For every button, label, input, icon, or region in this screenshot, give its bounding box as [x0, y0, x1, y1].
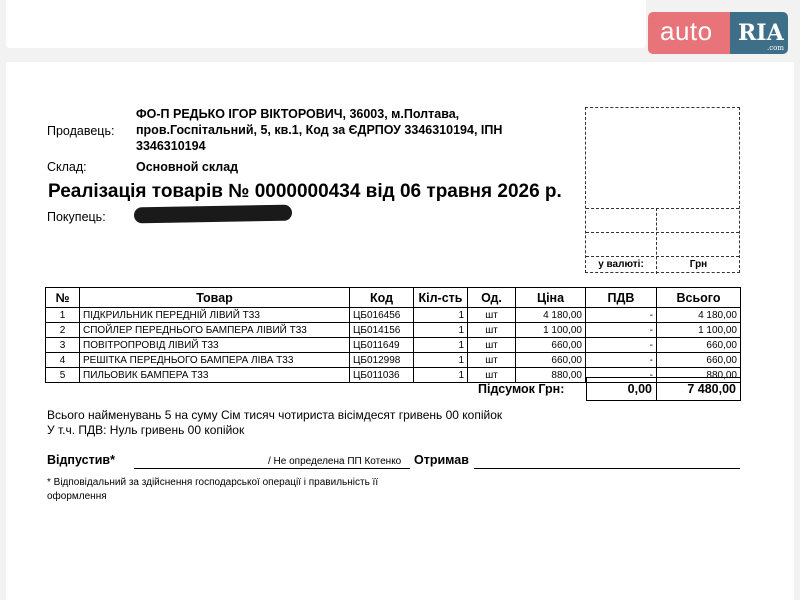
table-header-row	[46, 288, 741, 308]
cell-qty: 1	[414, 353, 468, 368]
table-row	[46, 308, 741, 323]
sum-in-words: Всього найменувань 5 на суму Сім тисяч чотириста вісімдесят гривень 00 копійок	[47, 408, 503, 422]
header-qty: Кіл-сть	[414, 288, 468, 308]
cell-total: 1 100,00	[657, 323, 741, 338]
cell-qty: 1	[414, 338, 468, 353]
cell-vat: -	[586, 353, 657, 368]
cell-qty: 1	[414, 308, 468, 323]
currency-value: Грн	[689, 259, 708, 270]
table-row	[46, 338, 741, 353]
subtotal-vat: 0,00	[587, 378, 657, 400]
cell-price: 1 100,00	[516, 323, 586, 338]
cell-code: ЦБ016456	[350, 308, 414, 323]
autoria-logo[interactable]	[648, 12, 788, 54]
invoice-document	[6, 62, 794, 600]
store-label: Склад:	[47, 160, 87, 174]
cell-item: ПИЛЬОВИК БАМПЕРА Т33	[80, 368, 350, 383]
cell-qty: 1	[414, 323, 468, 338]
cell-total: 4 180,00	[657, 308, 741, 323]
header-vat: ПДВ	[586, 288, 657, 308]
header-item: Товар	[80, 288, 350, 308]
items-table	[45, 287, 741, 383]
cell-code: ЦБ012998	[350, 353, 414, 368]
cell-vat: -	[586, 323, 657, 338]
cell-code: ЦБ014156	[350, 323, 414, 338]
store-value: Основной склад	[136, 160, 239, 174]
cell-code: ЦБ011649	[350, 338, 414, 353]
logo-ria-word: RIA	[738, 20, 784, 46]
vat-in-words: У т.ч. ПДВ: Нуль гривень 00 копійок	[47, 423, 245, 437]
cell-num: 2	[46, 323, 80, 338]
buyer-redacted-mark	[134, 205, 292, 224]
header-price: Ціна	[516, 288, 586, 308]
footnote: * Відповідальний за здійснення господарської операції і правильність її оформлення	[47, 477, 379, 502]
cell-vat: -	[586, 368, 657, 383]
seller-label: Продавець:	[47, 124, 115, 138]
header-code: Код	[350, 288, 414, 308]
received-by-label: Отримав	[414, 453, 469, 467]
cell-unit: шт	[468, 368, 516, 383]
cell-price: 660,00	[516, 338, 586, 353]
cell-item: ПОВІТРОПРОВІД ЛІВИЙ Т33	[80, 338, 350, 353]
table-row	[46, 323, 741, 338]
subtotal-box	[586, 377, 741, 401]
seller-details: ФО-П РЕДЬКО ІГОР ВІКТОРОВИЧ, 36003, м.Полтава, пров.Госпітальний, 5, кв.1, Код за ЄДРПОУ 3346310194, ІПН 3346310194	[136, 107, 503, 153]
cell-vat: -	[586, 308, 657, 323]
stamp-box	[585, 107, 740, 273]
header-num: №	[46, 288, 80, 308]
buyer-label: Покупець:	[47, 210, 106, 224]
cell-num: 1	[46, 308, 80, 323]
table-row	[46, 353, 741, 368]
cell-price: 880,00	[516, 368, 586, 383]
cell-num: 3	[46, 338, 80, 353]
cell-unit: шт	[468, 353, 516, 368]
header-total: Всього	[657, 288, 741, 308]
cell-item: СПОЙЛЕР ПЕРЕДНЬОГО БАМПЕРА ЛІВИЙ T33	[80, 323, 350, 338]
released-by-label: Відпустив*	[47, 453, 115, 467]
header-unit: Од.	[468, 288, 516, 308]
subtotal-label: Підсумок Грн:	[478, 382, 565, 396]
subtotal-sum: 7 480,00	[687, 382, 736, 396]
cell-vat: -	[586, 338, 657, 353]
cell-item: РЕШІТКА ПЕРЕДНЬОГО БАМПЕРА ЛІВА Т33	[80, 353, 350, 368]
released-by-name: / Не определена ПП Котенко	[268, 456, 402, 467]
currency-label: у валюті:	[598, 259, 644, 270]
received-signature-line	[474, 468, 740, 469]
cell-total: 660,00	[657, 338, 741, 353]
cell-num: 4	[46, 353, 80, 368]
logo-ria-text	[730, 12, 788, 54]
logo-auto-text: auto	[648, 12, 730, 54]
cell-item: ПІДКРИЛЬНИК ПЕРЕДНІЙ ЛІВИЙ T33	[80, 308, 350, 323]
cell-unit: шт	[468, 323, 516, 338]
cell-unit: шт	[468, 308, 516, 323]
document-title: Реалізація товарів № 0000000434 від 06 травня 2026 р.	[48, 181, 562, 202]
cell-price: 4 180,00	[516, 308, 586, 323]
logo-ria-suffix: .com	[767, 44, 784, 52]
cell-price: 660,00	[516, 353, 586, 368]
top-card	[6, 0, 646, 48]
cell-unit: шт	[468, 338, 516, 353]
top-bar	[0, 0, 800, 58]
cell-num: 5	[46, 368, 80, 383]
cell-total: 880,00	[657, 368, 741, 383]
cell-total: 660,00	[657, 353, 741, 368]
released-signature-line	[134, 468, 410, 469]
cell-code: ЦБ011036	[350, 368, 414, 383]
cell-qty: 1	[414, 368, 468, 383]
